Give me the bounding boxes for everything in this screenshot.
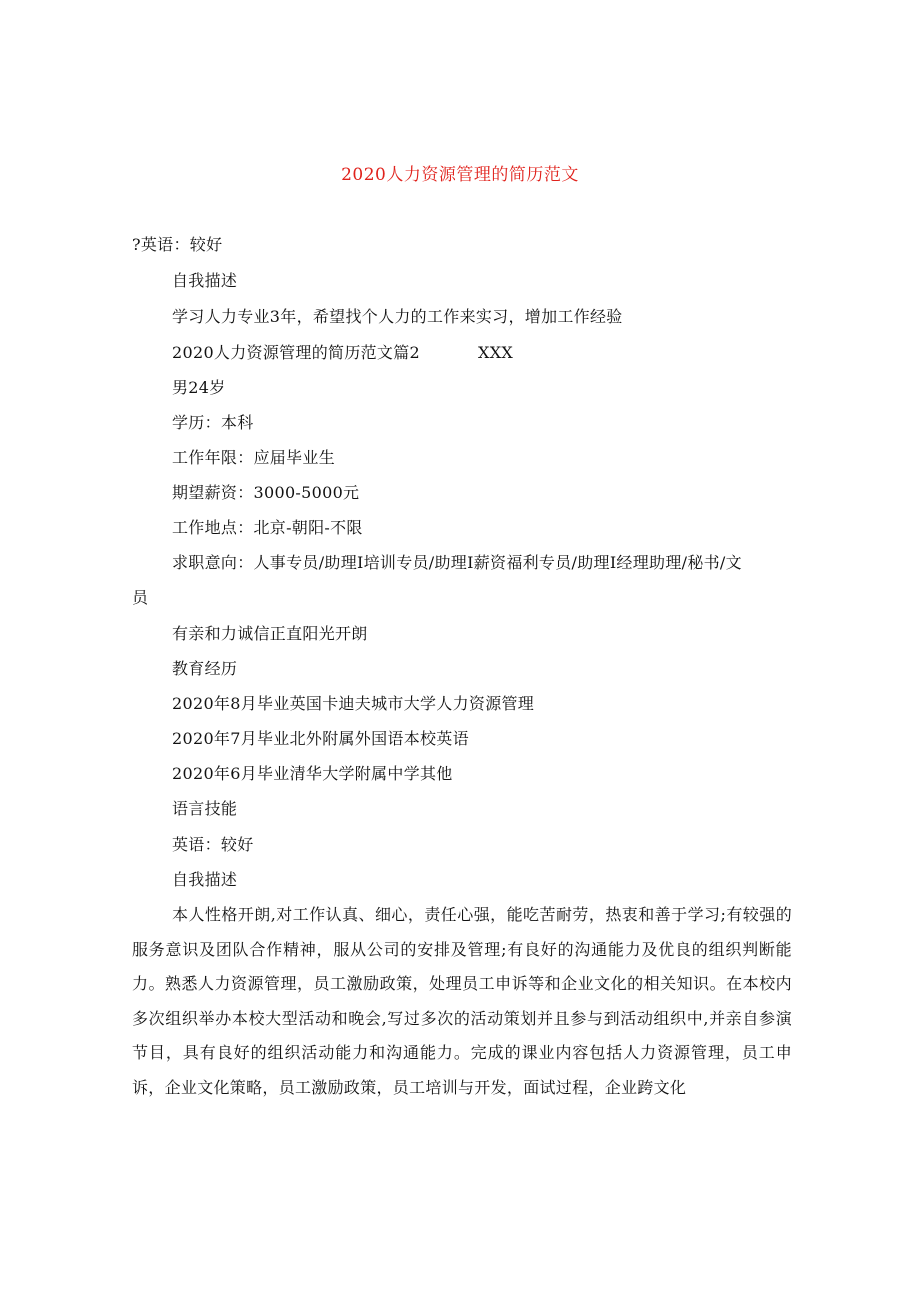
document-title: 2020人力资源管理的简历范文 (341, 165, 579, 185)
text-line-gender-age: 男24岁 (172, 378, 226, 397)
text-line-self-description-heading: 自我描述 (172, 271, 238, 290)
text-line-work-years: 工作年限：应届毕业生 (172, 448, 336, 467)
text-line-education-level: 学历：本科 (172, 413, 254, 432)
text-line-work-location: 工作地点：北京-朝阳-不限 (172, 518, 363, 537)
text-line-job-intention-wrap: 员 (132, 588, 149, 607)
text-line-education-1: 2020年8月毕业英国卡迪夫城市大学人力资源管理 (172, 694, 535, 713)
text-line-expected-salary: 期望薪资：3000-5000元 (172, 483, 360, 502)
text-line-personality: 有亲和力诚信正直阳光开朗 (172, 624, 368, 643)
text-line-study-summary: 学习人力专业3年，希望找个人力的工作来实习，增加工作经验 (172, 307, 623, 326)
text-line-education-heading: 教育经历 (172, 659, 238, 678)
text-line-education-2: 2020年7月毕业北外附属外国语本校英语 (172, 729, 469, 748)
self-description-paragraph: 本人性格开朗,对工作认真、细心，责任心强，能吃苦耐劳，热衷和善于学习;有较强的服务意识及团队合作精神，服从公司的安排及管理;有良好的沟通能力及优良的组织判断能力。熟悉人力资源管理，员工激励政策，处理员工申诉等和企业文化的相关知识。在本校内多次组织举办本校大型活动和晚会,写过多次的活动策划并且参与到活动组织中,并亲自参演节目，具有良好的组织活动能力和沟通能力。完成的课业内容包括人力资源管理，员工申诉，企业文化策略，员工激励政策，员工培训与开发，面试过程，企业跨文化 (132, 905, 792, 1097)
text-line-education-3: 2020年6月毕业清华大学附属中学其他 (172, 764, 453, 783)
text-line-english-level: 英语：较好 (172, 835, 254, 854)
text-line-english-skill: ?英语：较好 (132, 235, 223, 254)
resume-subtitle: 2020人力资源管理的简历范文篇2 (172, 343, 420, 362)
text-line-self-description-heading-2: 自我描述 (172, 870, 238, 889)
text-line-language-heading: 语言技能 (172, 799, 238, 818)
text-line-job-intention: 求职意向：人事专员/助理I培训专员/助理I薪资福利专员/助理I经理助理/秘书/文 (172, 553, 742, 572)
text-line-section-heading (172, 340, 513, 363)
applicant-name: XXX (478, 343, 514, 362)
